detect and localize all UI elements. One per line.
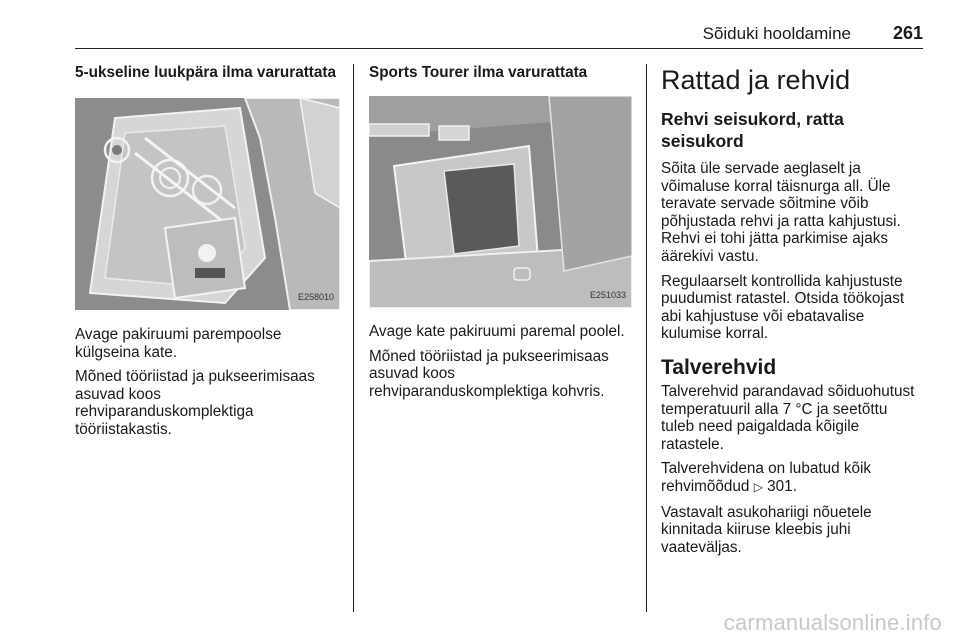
section1-paragraph-2: Regulaarselt kontrollida kahjustuste puudumist ratastel. Otsida töökojast abi kahjustuse või ebatavalise kulumise korral. xyxy=(661,272,905,343)
chapter-title: Rattad ja rehvid xyxy=(661,65,851,95)
trunk-side-panel-illustration xyxy=(75,98,340,310)
section2-paragraph-2-text: Talverehvidena on lubatud kõik rehvimõõdud xyxy=(661,460,872,495)
section2-paragraph-2 xyxy=(661,460,923,496)
watermark: carmanualsonline.info xyxy=(723,610,942,635)
section1-paragraph-1: Sõita üle servade aeglaselt ja võimaluse korral täisnurga all. Üle teravate servade sõitmine võib põhjustada rehvi ja ratta kahjustusi. Rehvi ei tohi jätta parkimise ajaks äärekivi vastu. xyxy=(661,160,901,265)
column2-paragraph-1: Avage kate pakiruumi paremal poolel. xyxy=(369,323,625,340)
column-3 xyxy=(661,64,923,563)
page-reference[interactable]: 301. xyxy=(767,477,797,495)
column-1 xyxy=(75,64,343,446)
section2-paragraph-1: Talverehvid parandavad sõiduohutust temperatuuril alla 7 °C ja seetõttu tuleb need paigaldada kõigile ratastele. xyxy=(661,382,915,453)
section1-heading: Rehvi seisukord, ratta seisukord xyxy=(661,109,844,151)
page-header xyxy=(75,20,923,49)
figure-code: E258010 xyxy=(297,292,334,303)
column-divider-1 xyxy=(353,64,354,612)
page-number: 261 xyxy=(892,23,923,43)
arrow-ref-icon[interactable]: ▷ xyxy=(753,479,763,494)
column-divider-2 xyxy=(646,64,647,612)
cargo-area-illustration xyxy=(369,96,632,308)
figure-code: E251033 xyxy=(589,290,626,301)
column1-paragraph-1: Avage pakiruumi parempoolse külgseina kate. xyxy=(75,326,282,361)
column2-heading: Sports Tourer ilma varurattata xyxy=(369,64,588,81)
column1-heading: 5-ukseline luukpära ilma varurattata xyxy=(75,64,337,81)
section2-heading: Talverehvid xyxy=(661,355,777,379)
trunk-side-panel-drawing xyxy=(75,98,340,310)
column2-paragraph-2: Mõned tööriistad ja pukseerimisaas asuvad koos rehviparanduskomplektiga kohvris. xyxy=(369,347,609,400)
column-2 xyxy=(369,64,635,407)
section-title: Sõiduki hooldamine xyxy=(702,24,851,43)
section2-paragraph-3: Vastavalt asukohariigi nõuetele kinnitada kiiruse kleebis juhi vaateväljas. xyxy=(661,503,872,556)
column1-paragraph-2: Mõned tööriistad ja pukseerimisaas asuvad koos rehviparanduskomplektiga tööriistakastis. xyxy=(75,368,315,438)
cargo-area-drawing xyxy=(369,96,632,308)
